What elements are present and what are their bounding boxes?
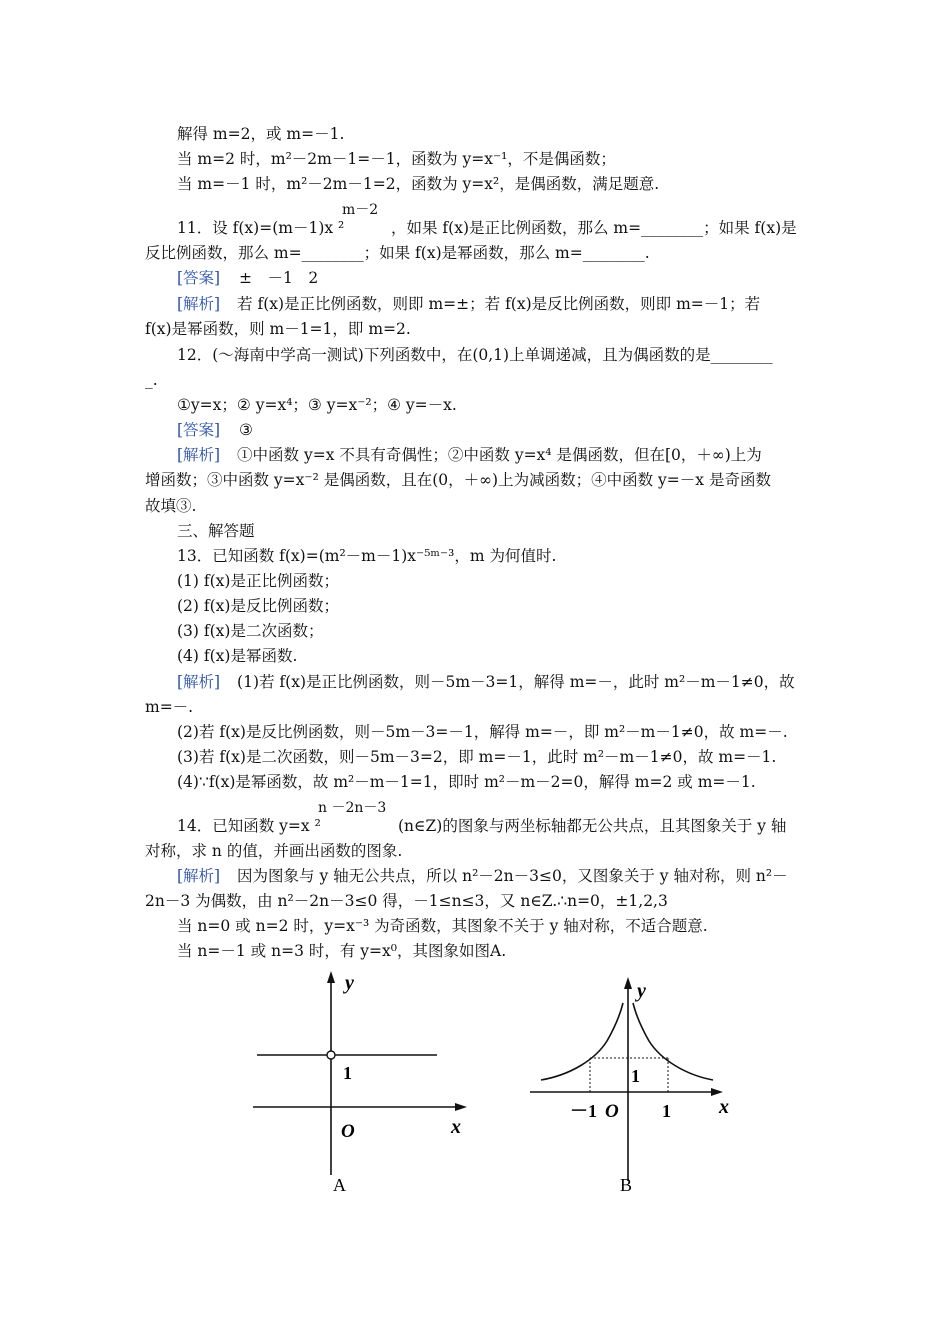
origin-label: O bbox=[341, 1121, 355, 1142]
answer-line bbox=[177, 268, 318, 288]
exponent-text: m－2 bbox=[342, 202, 379, 218]
question-14-cont: (n∈Z)的图象与两坐标轴都无公共点，且其图象关于 y 轴 bbox=[398, 817, 787, 835]
answer-line bbox=[177, 420, 253, 440]
analysis-tag: [解析] bbox=[177, 295, 221, 313]
text-line: 当 m=－1 时，m²－2m－1=2，函数为 y=x²，是偶函数，满足题意. bbox=[177, 175, 660, 193]
text-line: (4)∵f(x)是幂函数，故 m²－m－1=1，即时 m²－m－2=0，解得 m=2 或 m=－1. bbox=[177, 773, 756, 791]
y-axis-label: y bbox=[637, 980, 646, 1002]
answer-text: ③ bbox=[239, 421, 253, 439]
sub-question: (1) f(x)是正比例函数； bbox=[177, 572, 339, 590]
x-axis-arrow bbox=[711, 1088, 723, 1096]
exponent-text: n －2n－3 bbox=[318, 800, 387, 816]
text-line: 2n－3 为偶数，由 n²－2n－3≤0 得，－1≤n≤3，又 n∈Z.∴n=0，±1,2,3 bbox=[145, 892, 668, 910]
question-14: 14．已知函数 y=x ² bbox=[177, 817, 321, 835]
answer-tag: [答案] bbox=[177, 421, 221, 439]
text-line: 当 n=－1 或 n=3 时，有 y=x⁰，其图象如图A. bbox=[177, 942, 507, 960]
analysis-line bbox=[177, 445, 762, 465]
y-axis-label: y bbox=[345, 972, 354, 994]
caption-b: B bbox=[620, 1175, 633, 1195]
question-12: 12．(～海南中学高一测试)下列函数中，在(0,1)上单调递减，且为偶函数的是________ bbox=[177, 346, 773, 364]
open-point bbox=[327, 1051, 335, 1059]
x-axis-arrow bbox=[455, 1103, 467, 1111]
caption-a: A bbox=[333, 1175, 346, 1195]
section-heading: 三、解答题 bbox=[177, 522, 255, 540]
text-line: (3)若 f(x)是二次函数，则－5m－3=2，即 m=－1，此时 m²－m－1≠0，故 m=－1. bbox=[177, 748, 777, 766]
text-line: m=－. bbox=[145, 698, 194, 716]
text-line: 当 n=0 或 n=2 时，y=x⁻³ 为奇函数，其图象不关于 y 轴对称，不适合题意. bbox=[177, 917, 708, 935]
x-axis-label: x bbox=[451, 1116, 461, 1138]
analysis-text: ①中函数 y=x 不具有奇偶性；②中函数 y=x⁴ 是偶函数，但在[0，＋∞)上为 bbox=[237, 446, 762, 464]
question-11-cont: ，如果 f(x)是正比例函数，那么 m=________；如果 f(x)是 bbox=[391, 219, 797, 237]
options-line: ①y=x；② y=x⁴；③ y=x⁻²；④ y=－x. bbox=[177, 396, 457, 414]
analysis-tag: [解析] bbox=[177, 867, 221, 885]
one-label: 1 bbox=[343, 1063, 352, 1083]
sub-question: (2) f(x)是反比例函数； bbox=[177, 597, 339, 615]
answer-text: ± －1 2 bbox=[239, 269, 319, 287]
analysis-text: (1)若 f(x)是正比例函数，则－5m－3=1，解得 m=－，此时 m²－m－1≠0，故 bbox=[237, 673, 795, 691]
one-y-label: 1 bbox=[631, 1066, 640, 1086]
x-axis-label: x bbox=[719, 1096, 729, 1118]
text-line: (2)若 f(x)是反比例函数，则－5m－3=－1，解得 m=－，即 m²－m－1≠0，故 m=－. bbox=[177, 723, 788, 741]
y-axis-arrow bbox=[327, 971, 335, 983]
one-x-label: 1 bbox=[662, 1101, 671, 1121]
text-line: _. bbox=[145, 371, 158, 389]
text-line: f(x)是幂函数，则 m－1=1，即 m=2. bbox=[145, 320, 411, 338]
y-axis-arrow bbox=[624, 977, 632, 989]
sub-question: (4) f(x)是幂函数. bbox=[177, 647, 298, 665]
analysis-line bbox=[177, 294, 760, 314]
origin-label: O bbox=[605, 1101, 619, 1122]
curve-left bbox=[541, 1003, 623, 1080]
curve-right bbox=[633, 1003, 713, 1080]
figure-b bbox=[525, 975, 740, 1205]
neg-one-label: －1 bbox=[570, 1101, 597, 1121]
question-11: 11．设 f(x)=(m－1)x ² bbox=[177, 219, 345, 237]
text-line: 反比例函数，那么 m=________；如果 f(x)是幂函数，那么 m=________. bbox=[145, 244, 650, 262]
text-line: 增函数；③中函数 y=x⁻² 是偶函数，且在(0，＋∞)上为减函数；④中函数 y=－x 是奇函数 bbox=[145, 471, 771, 489]
analysis-line bbox=[177, 672, 795, 692]
analysis-line bbox=[177, 866, 788, 886]
question-13: 13．已知函数 f(x)=(m²－m－1)x⁻⁵ᵐ⁻³，m 为何值时. bbox=[177, 547, 557, 565]
analysis-tag: [解析] bbox=[177, 446, 221, 464]
analysis-text: 若 f(x)是正比例函数，则即 m=±；若 f(x)是反比例函数，则即 m=－1；若 bbox=[237, 295, 761, 313]
sub-question: (3) f(x)是二次函数； bbox=[177, 622, 324, 640]
answer-tag: [答案] bbox=[177, 269, 221, 287]
text-line: 当 m=2 时，m²－2m－1=－1，函数为 y=x⁻¹，不是偶函数； bbox=[177, 150, 616, 168]
text-line: 解得 m=2，或 m=－1. bbox=[177, 125, 345, 143]
analysis-text: 因为图象与 y 轴无公共点，所以 n²－2n－3≤0，又图象关于 y 轴对称，则 n²－ bbox=[237, 867, 788, 885]
figure-a bbox=[245, 965, 475, 1205]
text-line: 故填③. bbox=[145, 497, 197, 515]
analysis-tag: [解析] bbox=[177, 673, 221, 691]
text-line: 对称，求 n 的值，并画出函数的图象. bbox=[145, 842, 403, 860]
